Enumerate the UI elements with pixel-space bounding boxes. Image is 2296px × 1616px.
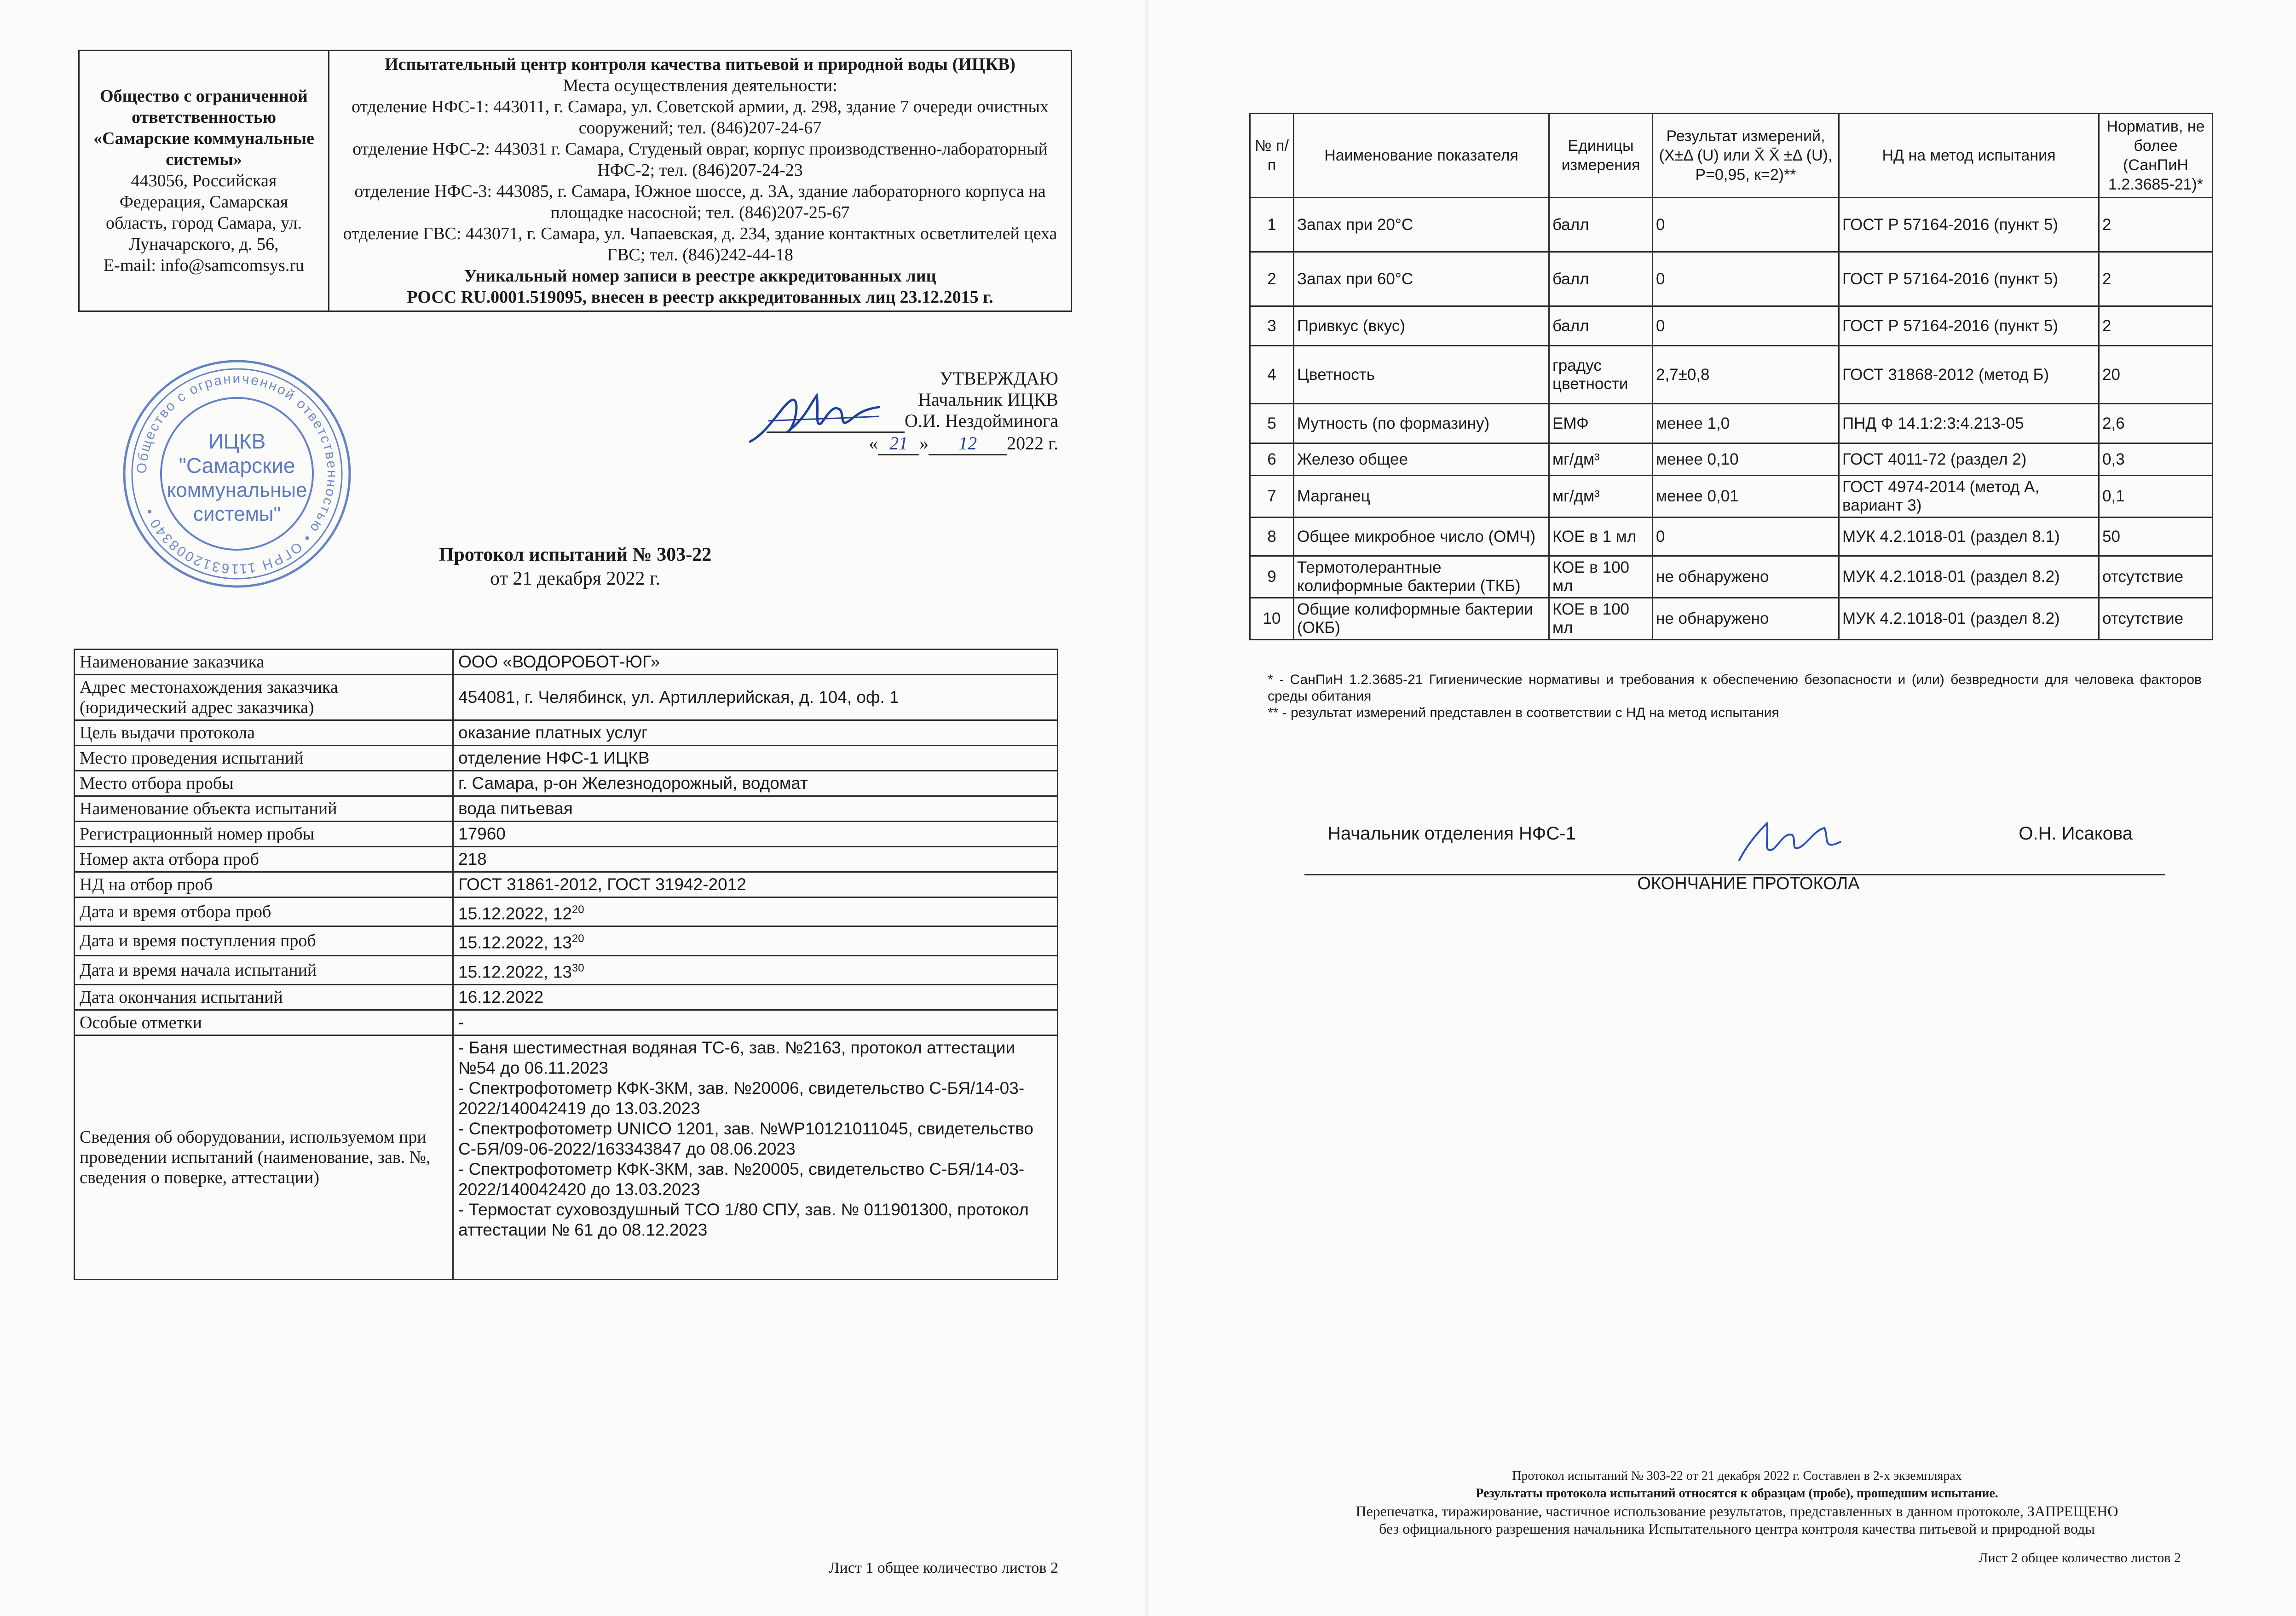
approve-day: 21: [878, 433, 919, 455]
results-cell-result: 0: [1653, 306, 1839, 346]
results-cell-norm: 0,1: [2099, 476, 2213, 518]
approve-title: УТВЕРЖДАЮ: [940, 368, 1058, 389]
col-method: НД на метод испытания: [1839, 114, 2099, 198]
results-cell-n: 9: [1250, 556, 1294, 598]
info-row: [75, 822, 1058, 847]
results-cell-n: 1: [1250, 198, 1294, 252]
sheet-2-footer: Лист 2 общее количество листов 2: [1979, 1550, 2181, 1565]
stamp-line: системы": [193, 503, 281, 525]
results-cell-norm: 2,6: [2099, 404, 2213, 443]
info-table: [74, 649, 1058, 1280]
results-cell-result: 0: [1653, 198, 1839, 252]
info-row: [75, 771, 1058, 796]
results-cell-method: МУК 4.2.1018-01 (раздел 8.2): [1839, 598, 2099, 640]
equipment-item: - Баня шестиместная водяная ТС-6, зав. №2163, протокол аттестации №54 до 06.11.2023: [458, 1038, 1015, 1077]
results-cell-unit: мг/дм³: [1549, 476, 1653, 518]
registry-number: РОСС RU.0001.519095, внесен в реестр аккредитованных лиц 23.12.2015 г.: [407, 288, 993, 307]
info-value-text: -: [458, 1012, 464, 1032]
org-name: Общество с ограниченной ответственностью «Самарские коммунальные системы»: [93, 86, 314, 169]
results-cell-method: МУК 4.2.1018-01 (раздел 8.1): [1839, 518, 2099, 556]
results-cell-method: ПНД Ф 14.1:2:3:4.213-05: [1839, 404, 2099, 443]
place-item: отделение НФС-3: 443085, г. Самара, Южное шоссе, д. 3А, здание лабораторного корпуса на площадке насосной; тел. (846)207-25-67: [354, 182, 1046, 222]
results-cell-n: 4: [1250, 346, 1294, 404]
info-label: НД на отбор проб: [75, 872, 453, 897]
results-cell-unit: балл: [1549, 252, 1653, 306]
org-address-line: Луначарского, д. 56,: [129, 235, 279, 254]
info-row: [75, 796, 1058, 822]
footer-line: Результаты протокола испытаний относятся к образцам (пробе), прошедшим испытание.: [1476, 1486, 1998, 1501]
signer-signature: [1730, 810, 1850, 869]
results-cell-norm: 0,3: [2099, 443, 2213, 476]
approve-year: 2022 г.: [1007, 433, 1058, 454]
info-label: Дата и время начала испытаний: [75, 955, 453, 984]
org-address-line: область, город Самара, ул.: [106, 213, 302, 233]
info-label: Дата окончания испытаний: [75, 984, 453, 1010]
place-item: отделение НФС-1: 443011, г. Самара, ул. Советской армии, д. 298, здание 7 очереди очистных сооружений; тел. (846)207-24-67: [351, 97, 1049, 138]
org-address-line: Федерация, Самарская: [119, 192, 288, 212]
footer-line: без официального разрешения начальника Испытательного центра контроля качества питьевой и природной воды: [1379, 1520, 2095, 1537]
results-cell-unit: КОЕ в 1 мл: [1549, 518, 1653, 556]
sheet-2-footer-block: [1242, 1467, 2232, 1537]
results-cell-name: Мутность (по формазину): [1294, 404, 1549, 443]
equipment-list: [453, 1035, 1058, 1279]
info-row: [75, 650, 1058, 675]
info-label: Дата и время отбора проб: [75, 897, 453, 926]
results-cell-method: ГОСТ Р 57164-2016 (пункт 5): [1839, 198, 2099, 252]
results-row: [1250, 346, 2213, 404]
results-cell-unit: балл: [1549, 198, 1653, 252]
header-table: [78, 50, 1072, 312]
results-row: [1250, 306, 2213, 346]
results-cell-norm: отсутствие: [2099, 598, 2213, 640]
info-value: [453, 650, 1058, 675]
footnote: ** - результат измерений представлен в соответствии с НД на метод испытания: [1268, 705, 1779, 720]
results-table: [1249, 113, 2213, 640]
info-value: [453, 872, 1058, 897]
results-cell-method: ГОСТ 31868-2012 (метод Б): [1839, 346, 2099, 404]
footer-line: Перепечатка, тиражирование, частичное использование результатов, представленных в данном протоколе, ЗАПРЕЩЕНО: [1356, 1503, 2118, 1519]
results-cell-norm: 2: [2099, 252, 2213, 306]
results-row: [1250, 404, 2213, 443]
results-cell-result: 2,7±0,8: [1653, 346, 1839, 404]
page-fold: [1145, 0, 1148, 1616]
col-result: Результат измерений, (X±Δ (U) или X̄ X̄ ±Δ (U), P=0,95, к=2)**: [1653, 114, 1839, 198]
info-value-text: отделение НФС-1 ИЦКВ: [458, 748, 650, 767]
info-value-text: ГОСТ 31861-2012, ГОСТ 31942-2012: [458, 875, 746, 894]
results-cell-n: 2: [1250, 252, 1294, 306]
equipment-row: [75, 1035, 1058, 1279]
info-label: Наименование заказчика: [75, 650, 453, 675]
results-cell-unit: ЕМФ: [1549, 404, 1653, 443]
results-cell-result: менее 0,01: [1653, 476, 1839, 518]
info-value: [453, 771, 1058, 796]
info-value: [453, 897, 1058, 926]
results-cell-result: менее 1,0: [1653, 404, 1839, 443]
info-value-text: 16.12.2022: [458, 987, 544, 1006]
results-cell-name: Запах при 20°С: [1294, 198, 1549, 252]
equipment-item: - Спектрофотометр КФК-3КМ, зав. №20006, свидетельство С-БЯ/14-03-2022/140042419 до 13.03.2023: [458, 1078, 1025, 1118]
info-value-text: 454081, г. Челябинск, ул. Артиллерийская, д. 104, оф. 1: [458, 688, 899, 707]
results-cell-n: 7: [1250, 476, 1294, 518]
equipment-item: - Спектрофотометр UNICO 1201, зав. №WP10121011045, свидетельство С-БЯ/09-06-2022/163343847 до 08.06.2023: [458, 1119, 1033, 1158]
place-item: отделение НФС-2: 443031 г. Самара, Студеный овраг, корпус производственно-лабораторный НФС-2; тел. (846)207-24-23: [352, 139, 1048, 180]
places-label: Места осуществления деятельности:: [563, 76, 837, 95]
approve-date: « 21 » 12 2022 г.: [727, 433, 1058, 455]
info-value: [453, 847, 1058, 872]
results-cell-name: Марганец: [1294, 476, 1549, 518]
info-value: [453, 1010, 1058, 1035]
info-value-text: 17960: [458, 824, 506, 843]
results-cell-name: Общие колиформные бактерии (ОКБ): [1294, 598, 1549, 640]
col-norm: Норматив, не более (СанПиН 1.2.3685-21)*: [2099, 114, 2213, 198]
results-cell-n: 8: [1250, 518, 1294, 556]
results-cell-unit: градус цветности: [1549, 346, 1653, 404]
stamp-line: ИЦКВ: [208, 429, 266, 453]
info-value: [453, 746, 1058, 771]
center-cell: [329, 51, 1072, 311]
results-row: [1250, 476, 2213, 518]
signer-name: О.Н. Исакова: [2019, 823, 2133, 844]
results-cell-method: ГОСТ Р 57164-2016 (пункт 5): [1839, 252, 2099, 306]
signer-role: Начальник отделения НФС-1: [1327, 823, 1576, 844]
info-label: Особые отметки: [75, 1010, 453, 1035]
results-cell-name: Общее микробное число (ОМЧ): [1294, 518, 1549, 556]
results-cell-n: 3: [1250, 306, 1294, 346]
results-header-row: [1250, 114, 2213, 198]
info-row: [75, 897, 1058, 926]
info-value-text: г. Самара, р-он Железнодорожный, водомат: [458, 774, 808, 793]
col-name: Наименование показателя: [1294, 114, 1549, 198]
info-value-text: ООО «ВОДОРОБОТ-ЮГ»: [458, 652, 660, 671]
results-cell-n: 5: [1250, 404, 1294, 443]
info-value: [453, 822, 1058, 847]
results-cell-result: 0: [1653, 518, 1839, 556]
org-email: E-mail: info@samcomsys.ru: [103, 256, 305, 275]
info-label: Регистрационный номер пробы: [75, 822, 453, 847]
info-label: Адрес местонахождения заказчика (юридический адрес заказчика): [75, 675, 453, 720]
results-row: [1250, 198, 2213, 252]
info-row: [75, 720, 1058, 746]
svg-text:Общество с ограниченной ответс: Общество с ограниченной ответственностью • ОГРН 1116312008340 •: [134, 371, 340, 577]
info-row: [75, 1010, 1058, 1035]
results-cell-norm: 20: [2099, 346, 2213, 404]
results-row: [1250, 598, 2213, 640]
results-cell-name: Запах при 60°С: [1294, 252, 1549, 306]
results-row: [1250, 518, 2213, 556]
info-value: [453, 720, 1058, 746]
registry-line: Уникальный номер записи в реестре аккредитованных лиц: [464, 266, 936, 286]
info-row: [75, 984, 1058, 1010]
results-cell-name: Железо общее: [1294, 443, 1549, 476]
approve-month: 12: [929, 433, 1007, 455]
footnote: * - СанПиН 1.2.3685-21 Гигиенические нормативы и требования к обеспечению безопасности и (или) безвредности для человека факторов среды обитания: [1268, 672, 2202, 704]
stamp-line: "Самарские: [179, 454, 295, 477]
results-cell-n: 6: [1250, 443, 1294, 476]
results-cell-unit: КОЕ в 100 мл: [1549, 556, 1653, 598]
results-cell-result: не обнаружено: [1653, 556, 1839, 598]
results-cell-result: 0: [1653, 252, 1839, 306]
org-address-line: 443056, Российская: [131, 171, 277, 190]
equipment-item: - Спектрофотометр КФК-3КМ, зав. №20005, свидетельство С-БЯ/14-03-2022/140042420 до 13.03.2023: [458, 1159, 1025, 1199]
equipment-item: - Термостат суховоздушный ТСО 1/80 СПУ, зав. № 011901300, протокол аттестации № 61 до 08.12.2023: [458, 1200, 1029, 1239]
info-row: [75, 675, 1058, 720]
protocol-title: Протокол испытаний № 303-22: [438, 544, 712, 565]
info-row: [75, 955, 1058, 984]
protocol-end-label: ОКОНЧАНИЕ ПРОТОКОЛА: [1637, 874, 1860, 893]
results-row: [1250, 556, 2213, 598]
info-value-text: 15.12.2022, 12: [458, 904, 572, 923]
results-row: [1250, 443, 2213, 476]
info-value-text: вода питьевая: [458, 799, 573, 818]
results-cell-method: ГОСТ Р 57164-2016 (пункт 5): [1839, 306, 2099, 346]
results-cell-method: МУК 4.2.1018-01 (раздел 8.2): [1839, 556, 2099, 598]
col-unit: Единицы измерения: [1549, 114, 1653, 198]
stamp-line: коммунальные: [167, 479, 307, 501]
results-cell-name: Привкус (вкус): [1294, 306, 1549, 346]
org-cell: [79, 51, 329, 311]
info-value-text: 15.12.2022, 13: [458, 962, 572, 981]
results-cell-norm: 2: [2099, 306, 2213, 346]
results-cell-unit: балл: [1549, 306, 1653, 346]
approve-name: О.И. Нездойминога: [904, 410, 1058, 431]
results-cell-unit: мг/дм³: [1549, 443, 1653, 476]
info-value: [453, 926, 1058, 955]
results-cell-norm: отсутствие: [2099, 556, 2213, 598]
time-minutes: 20: [571, 932, 584, 945]
equipment-label: Сведения об оборудовании, используемом при проведении испытаний (наименование, зав. №, сведения о поверке, аттестации): [75, 1035, 453, 1279]
protocol-title-block: [368, 543, 782, 591]
place-item: отделение ГВС: 443071, г. Самара, ул. Чапаевская, д. 234, здание контактных осветлителей цеха ГВС; тел. (846)242-44-18: [343, 224, 1057, 265]
approve-position: Начальник ИЦКВ: [918, 389, 1058, 410]
info-value-text: оказание платных услуг: [458, 723, 648, 742]
info-row: [75, 847, 1058, 872]
protocol-date: от 21 декабря 2022 г.: [490, 568, 660, 589]
footnotes: [1268, 672, 2202, 721]
results-cell-result: менее 0,10: [1653, 443, 1839, 476]
info-row: [75, 926, 1058, 955]
info-value-text: 15.12.2022, 13: [458, 933, 572, 952]
director-signature: [741, 377, 888, 455]
info-value: [453, 955, 1058, 984]
info-label: Место проведения испытаний: [75, 746, 453, 771]
info-value: [453, 675, 1058, 720]
results-cell-unit: КОЕ в 100 мл: [1549, 598, 1653, 640]
stamp-seal: [117, 354, 357, 593]
info-value-text: 218: [458, 850, 487, 868]
info-row: [75, 872, 1058, 897]
results-cell-norm: 50: [2099, 518, 2213, 556]
col-num: № п/п: [1250, 114, 1294, 198]
info-label: Цель выдачи протокола: [75, 720, 453, 746]
results-cell-n: 10: [1250, 598, 1294, 640]
results-cell-name: Цветность: [1294, 346, 1549, 404]
time-minutes: 20: [571, 903, 584, 916]
info-value: [453, 984, 1058, 1010]
sheet-1-footer: Лист 1 общее количество листов 2: [829, 1559, 1058, 1576]
center-title: Испытательный центр контроля качества питьевой и природной воды (ИЦКВ): [385, 55, 1015, 74]
results-cell-norm: 2: [2099, 198, 2213, 252]
info-row: [75, 746, 1058, 771]
results-cell-result: не обнаружено: [1653, 598, 1839, 640]
time-minutes: 30: [571, 961, 584, 974]
results-row: [1250, 252, 2213, 306]
results-cell-name: Термотолерантные колиформные бактерии (ТКБ): [1294, 556, 1549, 598]
results-cell-method: ГОСТ 4974-2014 (метод А, вариант 3): [1839, 476, 2099, 518]
results-cell-method: ГОСТ 4011-72 (раздел 2): [1839, 443, 2099, 476]
info-label: Наименование объекта испытаний: [75, 796, 453, 822]
info-value: [453, 796, 1058, 822]
info-label: Место отбора пробы: [75, 771, 453, 796]
info-label: Дата и время поступления проб: [75, 926, 453, 955]
info-label: Номер акта отбора проб: [75, 847, 453, 872]
footer-line: Протокол испытаний № 303-22 от 21 декабря 2022 г. Составлен в 2-х экземплярах: [1512, 1469, 1962, 1483]
